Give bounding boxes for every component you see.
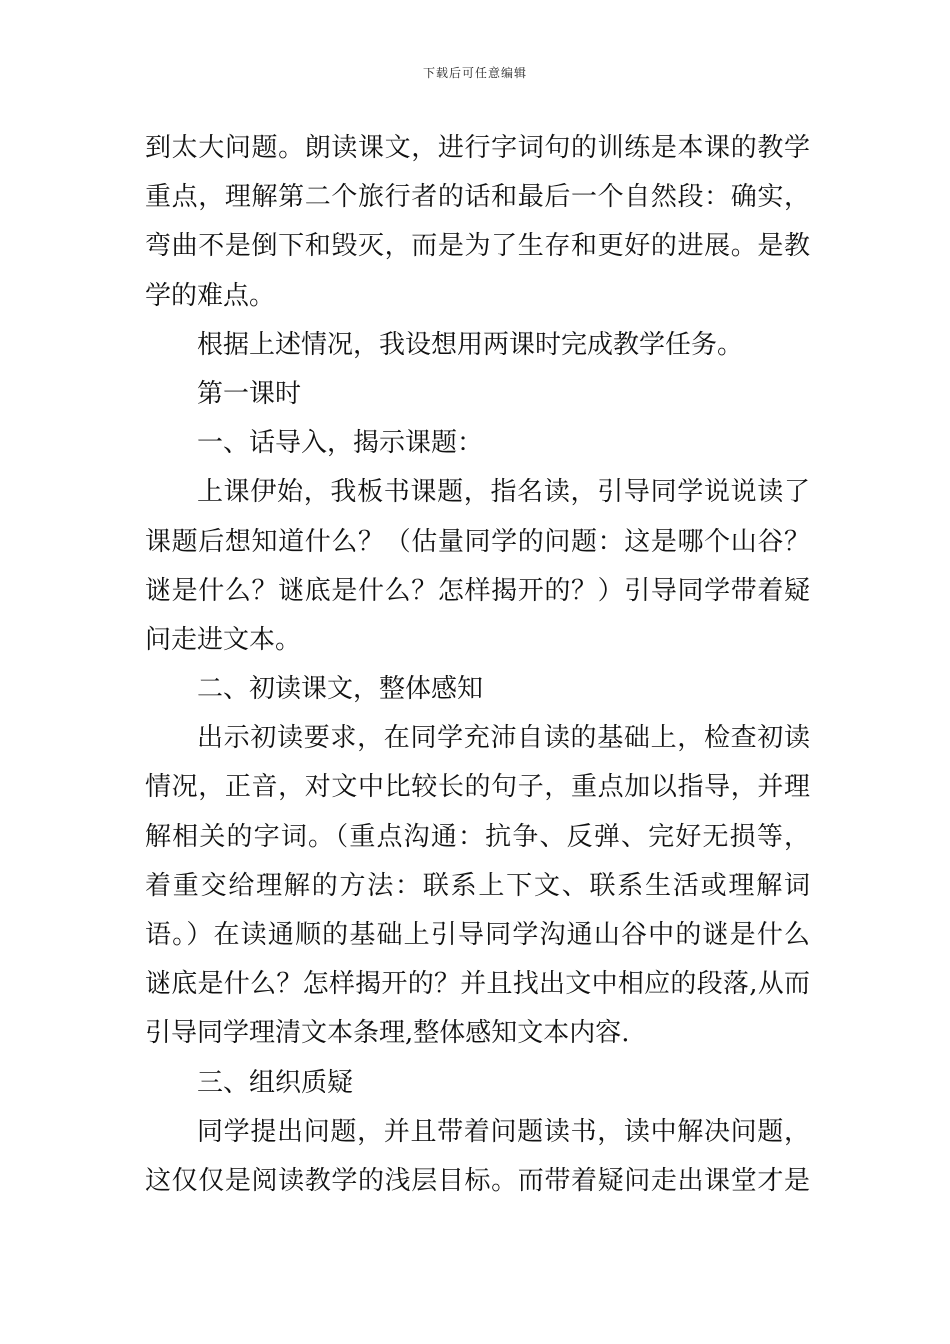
section-heading: 一、话导入，揭示课题： [197,428,484,459]
text-line: 引导同学理清文本条理,整体感知文本内容. [145,1018,630,1049]
text-line: 谜底是什么？怎样揭开的？并且找出文中相应的段落,从而 [145,969,810,1000]
text-line: 解相关的字词。（重点沟通：抗争、反弹、完好无损等， [145,821,810,852]
text-line: 课题后想知道什么？（估量同学的问题：这是哪个山谷？ [145,526,810,557]
text-line: 同学提出问题，并且带着问题读书，读中解决问题， [197,1116,810,1147]
text-line: 弯曲不是倒下和毁灭，而是为了生存和更好的进展。是教 [145,231,810,262]
text-line: 这仅仅是阅读教学的浅层目标。而带着疑问走出课堂才是 [145,1165,810,1196]
section-heading: 二、初读课文，整体感知 [197,674,484,705]
section-heading: 三、组织质疑 [197,1067,354,1098]
text-line: 出示初读要求，在同学充沛自读的基础上，检查初读 [197,723,810,754]
text-line: 根据上述情况，我设想用两课时完成教学任务。 [197,329,744,360]
text-line: 谜是什么？谜底是什么？怎样揭开的？）引导同学带着疑 [145,575,810,606]
text-line: 上课伊始，我板书课题，指名读，引导同学说说读了 [197,477,810,508]
page-header: 下载后可任意编辑 [422,66,527,80]
text-line: 问走进文本。 [145,624,302,655]
text-line: 语。）在读通顺的基础上引导同学沟通山谷中的谜是什么 [145,920,810,950]
text-line: 重点，理解第二个旅行者的话和最后一个自然段：确实， [145,182,810,213]
text-line: 情况，正音，对文中比较长的句子，重点加以指导，并理 [145,772,810,803]
text-line: 到太大问题。朗读课文，进行字词句的训练是本课的教学 [145,133,810,163]
section-heading: 第一课时 [197,378,302,409]
text-line: 着重交给理解的方法：联系上下文、联系生活或理解词 [145,870,810,901]
body-text [145,124,810,1206]
text-line: 学的难点。 [145,280,276,311]
